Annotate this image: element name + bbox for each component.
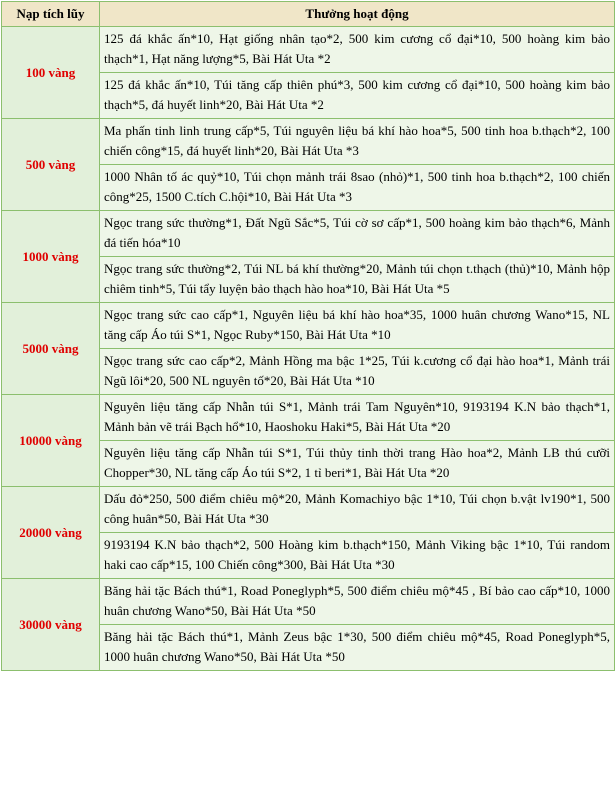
reward-cell: Ngọc trang sức cao cấp*1, Nguyên liệu bá khí hào hoa*35, 1000 huân chương Wano*15, NL tăng cấp Áo túi S*1, Ngọc Ruby*150, Bài Hát Uta *10 (100, 303, 615, 349)
table-row (2, 211, 615, 257)
reward-cell: Băng hải tặc Bách thú*1, Road Poneglyph*5, 500 điểm chiêu mộ*45 , Bí bảo cao cấp*10, 1000 huân chương Wano*50, Bài Hát Uta *50 (100, 579, 615, 625)
tier-label: 1000 vàng (2, 211, 100, 303)
reward-cell: Nguyên liệu tăng cấp Nhẫn túi S*1, Túi thủy tinh thời trang Hào hoa*2, Mảnh LB thú cưỡi Chopper*30, NL tăng cấp Áo túi S*2, 1 tỉ beri*1, Bài Hát Uta *20 (100, 441, 615, 487)
table-row (2, 27, 615, 73)
reward-cell: 1000 Nhân tố ác quỷ*10, Túi chọn mảnh trái 8sao (nhỏ)*1, 500 tinh hoa b.thạch*2, 100 chiến công*25, 1500 C.tích C.hội*10, Bài Hát Uta *3 (100, 165, 615, 211)
table-row (2, 579, 615, 625)
table-row (2, 487, 615, 533)
reward-cell: Dấu đỏ*250, 500 điểm chiêu mộ*20, Mảnh Komachiyo bậc 1*10, Túi chọn b.vật lv190*1, 500 công huân*50, Bài Hát Uta *30 (100, 487, 615, 533)
tier-label: 20000 vàng (2, 487, 100, 579)
reward-cell: Ngọc trang sức cao cấp*2, Mảnh Hồng ma bậc 1*25, Túi k.cương cổ đại hào hoa*1, Mảnh trái Ngũ lôi*20, 500 NL nguyên tố*20, Bài Hát Uta *10 (100, 349, 615, 395)
table-row (2, 119, 615, 165)
reward-cell: Ngọc trang sức thường*1, Đất Ngũ Sắc*5, Túi cờ sơ cấp*1, 500 hoàng kim bảo thạch*6, Mảnh đá tiến hóa*10 (100, 211, 615, 257)
tier-label: 10000 vàng (2, 395, 100, 487)
reward-cell: Ma phấn tinh linh trung cấp*5, Túi nguyên liệu bá khí hào hoa*5, 500 tinh hoa b.thạch*2, 100 chiến công*15, đá huyết linh*20, Bài Hát Uta *3 (100, 119, 615, 165)
header-row (2, 2, 615, 27)
table-row (2, 395, 615, 441)
rewards-table (1, 1, 615, 671)
reward-cell: Băng hải tặc Bách thú*1, Mảnh Zeus bậc 1*30, 500 điểm chiêu mộ*45, Road Poneglyph*5, 1000 huân chương Wano*50, Bài Hát Uta *50 (100, 625, 615, 671)
header-rewards: Thưởng hoạt động (100, 2, 615, 27)
reward-cell: 9193194 K.N bảo thạch*2, 500 Hoàng kim b.thạch*150, Mảnh Viking bậc 1*10, Túi random haki cao cấp*15, 100 Chiến công*300, Bài Hát Uta *30 (100, 533, 615, 579)
reward-cell: 125 đá khắc ấn*10, Túi tăng cấp thiên phú*3, 500 kim cương cổ đại*10, 500 hoàng kim bảo thạch*5, đá huyết linh*20, Bài Hát Uta *2 (100, 73, 615, 119)
reward-cell: Ngọc trang sức thường*2, Túi NL bá khí thường*20, Mảnh túi chọn t.thạch (thủ)*10, Mảnh hộp chiêm tinh*5, Túi tẩy luyện bảo thạch hào hoa*10, Bài Hát Uta *5 (100, 257, 615, 303)
tier-label: 5000 vàng (2, 303, 100, 395)
header-recharge: Nạp tích lũy (2, 2, 100, 27)
tier-label: 100 vàng (2, 27, 100, 119)
reward-cell: Nguyên liệu tăng cấp Nhẫn túi S*1, Mảnh trái Tam Nguyên*10, 9193194 K.N bảo thạch*1, Mảnh bản vẽ trái Bạch hổ*10, Haoshoku Haki*5, Bài Hát Uta *20 (100, 395, 615, 441)
tier-label: 30000 vàng (2, 579, 100, 671)
reward-cell: 125 đá khắc ấn*10, Hạt giống nhân tạo*2, 500 kim cương cổ đại*10, 500 hoàng kim bảo thạch*1, Hạt năng lượng*5, Bài Hát Uta *2 (100, 27, 615, 73)
tier-label: 500 vàng (2, 119, 100, 211)
table-row (2, 303, 615, 349)
